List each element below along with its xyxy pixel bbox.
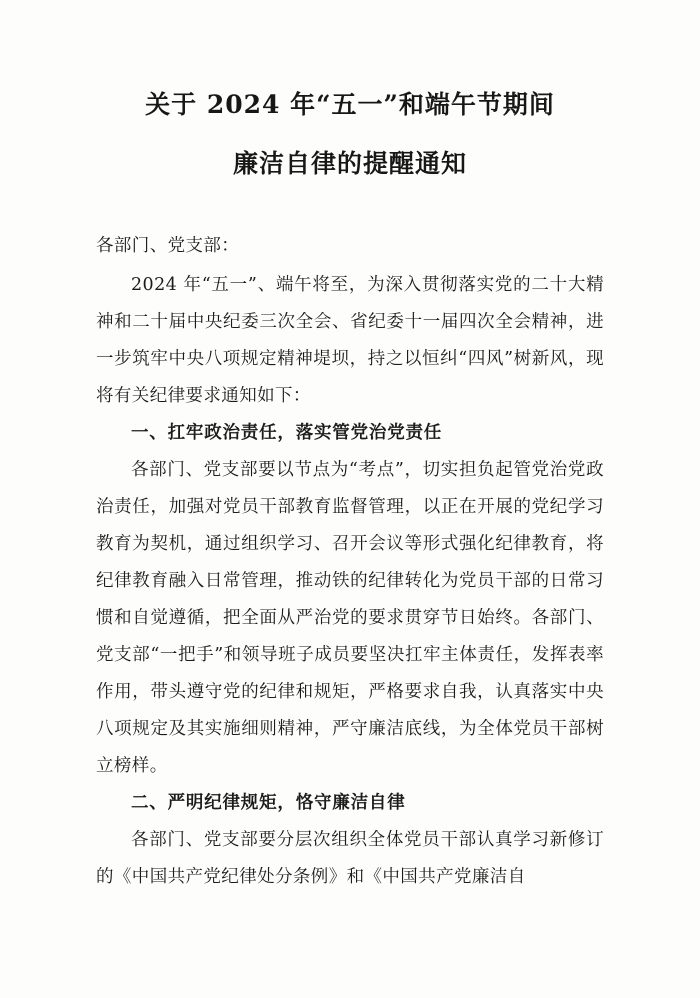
page-title-line-1: 关于 2024 年“五一”和端午节期间: [145, 90, 555, 119]
document-body: [96, 228, 604, 896]
section-heading-1: 一、扛牢政治责任，落实管党治党责任: [131, 423, 443, 443]
page-title: [96, 92, 604, 176]
page-title-line-2: 廉洁自律的提醒通知: [232, 149, 467, 178]
paragraph-section-2: 各部门、党支部要分层次组织全体党员干部认真学习新修订的《中国共产党纪律处分条例》和《中国共产党廉洁自: [96, 830, 604, 887]
section-heading-2: 二、严明纪律规矩，恪守廉洁自律: [131, 793, 406, 813]
paragraph-intro: 2024 年“五一”、端午将至，为深入贯彻落实党的二十大精神和二十届中央纪委三次全会、省纪委十一届四次全会精神，进一步筑牢中央八项规定精神堤坝，持之以恒纠“四风”树新风，现将有关纪律要求通知如下：: [96, 275, 604, 406]
salutation: 各部门、党支部：: [96, 236, 240, 256]
paragraph-section-1: 各部门、党支部要以节点为“考点”，切实担负起管党治党政治责任，加强对党员干部教育监督管理，以正在开展的党纪学习教育为契机，通过组织学习、召开会议等形式强化纪律教育，将纪律教育融入日常管理，推动铁的纪律转化为党员干部的日常习惯和自觉遵循，把全面从严治党的要求贯穿节日始终。各部门、党支部“一把手”和领导班子成员要坚决扛牢主体责任，发挥表率作用，带头遵守党的纪律和规矩，严格要求自我，认真落实中央八项规定及其实施细则精神，严守廉洁底线，为全体党员干部树立榜样。: [96, 460, 604, 776]
